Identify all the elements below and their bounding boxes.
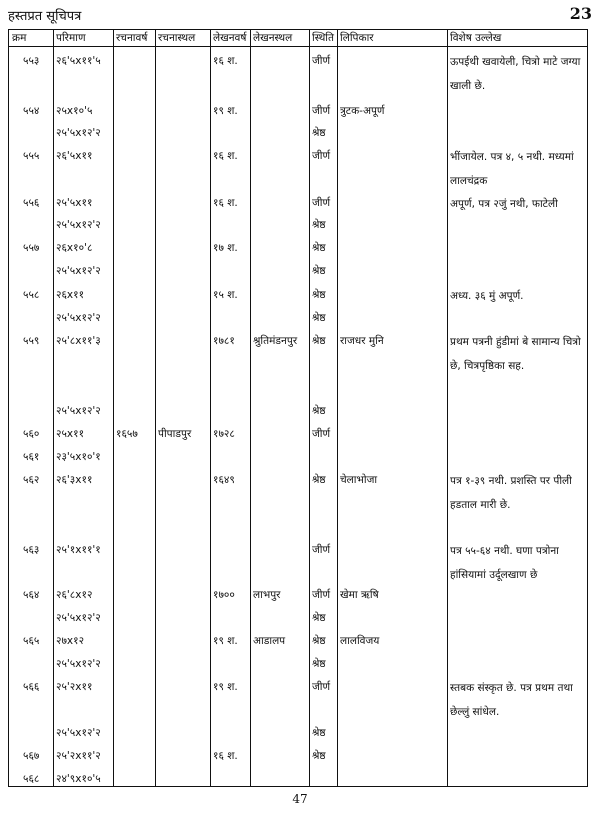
table-cell-lekhanvarsh: १९ श. (213, 681, 238, 693)
header-col-lipikar: लिपिकार (340, 32, 374, 44)
table-cell-lipikar: त्रुटक-अपूर्ण (340, 105, 385, 117)
table-cell-sthiti: श्रेष्ठ (312, 242, 326, 254)
table-cell-pariman: २५'५x१२'२ (56, 127, 101, 139)
table-cell-lekhanvarsh: १९ श. (213, 105, 238, 117)
table-cell-sthiti: जीर्ण (312, 105, 331, 117)
table-cell-pariman: २३'५x१०'१ (56, 451, 101, 463)
column-divider (210, 30, 211, 786)
table-cell-krama: ५५९ (23, 335, 40, 347)
table-cell-sthiti: श्रेष्ठ (312, 474, 326, 486)
column-divider (113, 30, 114, 786)
table-cell-pariman: २५'२x११'२ (56, 750, 101, 762)
table-cell-sthiti: जीर्ण (312, 55, 331, 67)
table-cell-sthiti: जीर्ण (312, 197, 331, 209)
header-divider (9, 46, 587, 47)
header-col-lekhanvarsh: लेखनवर्ष (213, 32, 247, 44)
table-cell-sthiti: श्रेष्ठ (312, 265, 326, 277)
table-cell-krama: ५५५ (23, 150, 40, 162)
page-number-bottom: 47 (292, 792, 308, 806)
table-cell-sthiti: जीर्ण (312, 544, 331, 556)
page-number-top: 23 (569, 4, 592, 23)
catalog-table (8, 29, 588, 787)
table-cell-pariman: २५'५x१२'२ (56, 405, 101, 417)
table-cell-pariman: २५'१x११'१ (56, 544, 101, 556)
table-cell-sthiti: श्रेष्ठ (312, 127, 326, 139)
table-cell-sthiti: श्रेष्ठ (312, 750, 326, 762)
table-cell-pariman: २७x१२ (56, 635, 85, 647)
table-cell-lipikar: खेमा ऋषि (340, 589, 379, 601)
column-divider (53, 30, 54, 786)
running-title: हस्तप्रत सूचिपत्र (8, 9, 82, 24)
header-col-lekhansthal: लेखनस्थल (253, 32, 293, 44)
table-cell-remark: स्तबक संस्कृत छे. पत्र प्रथम तथा छेल्लुं सांधेल. (450, 682, 573, 718)
table-cell-rachanasthal: पीपाडपुर (158, 428, 192, 440)
page-header (8, 4, 592, 26)
column-divider (337, 30, 338, 786)
table-cell-pariman: २५'५x१२'२ (56, 727, 101, 739)
table-cell-krama: ५६१ (23, 451, 40, 463)
table-cell-pariman: २५'५x१२'२ (56, 312, 101, 324)
table-cell-lipikar: चेलाभोजा (340, 474, 378, 486)
table-cell-krama: ५६८ (23, 773, 40, 785)
table-cell-sthiti: श्रेष्ठ (312, 658, 326, 670)
header-col-sthiti: स्थिति (312, 32, 335, 44)
header-col-remark: विशेष उल्लेख (450, 32, 502, 44)
table-cell-sthiti: जीर्ण (312, 428, 331, 440)
table-cell-pariman: २५'५x१२'२ (56, 219, 101, 231)
table-cell-pariman: २६x१०'८ (56, 242, 93, 254)
header-col-krama: क्रम (12, 32, 27, 44)
table-cell-lipikar: राजधर मुनि (340, 335, 384, 347)
table-cell-lekhanvarsh: १७०० (213, 589, 235, 601)
table-cell-sthiti: जीर्ण (312, 589, 331, 601)
table-cell-remark: ऊपईथी खवायेली, चित्रो माटे जग्या खाली छे. (450, 56, 581, 92)
table-cell-pariman: २५'५x१२'२ (56, 265, 101, 277)
table-cell-sthiti: श्रेष्ठ (312, 727, 326, 739)
column-divider (250, 30, 251, 786)
table-cell-pariman: २५'२x११ (56, 681, 93, 693)
column-divider (155, 30, 156, 786)
table-cell-krama: ५६२ (23, 474, 40, 486)
table-cell-lekhanvarsh: १५ श. (213, 289, 238, 301)
table-cell-pariman: २६'५x११'५ (56, 55, 101, 67)
column-divider (309, 30, 310, 786)
table-cell-krama: ५६७ (23, 750, 40, 762)
table-cell-sthiti: श्रेष्ठ (312, 612, 326, 624)
table-cell-krama: ५६४ (23, 589, 40, 601)
table-cell-krama: ५५६ (23, 197, 40, 209)
table-cell-remark: पत्र ५५-६४ नथी. घणा पत्रोना हांसियामां उर्दूलखाण छे (450, 545, 559, 581)
table-cell-sthiti: श्रेष्ठ (312, 312, 326, 324)
table-cell-lekhanvarsh: १६ श. (213, 197, 238, 209)
table-cell-lekhanvarsh: १९ श. (213, 635, 238, 647)
table-cell-krama: ५५३ (23, 55, 40, 67)
header-col-pariman: परिमाण (56, 32, 86, 44)
table-cell-remark: पत्र १-३९ नथी. प्रशस्ति पर पीली हडताल मारी छे. (450, 475, 572, 511)
table-cell-krama: ५५८ (23, 289, 40, 301)
table-cell-krama: ५६६ (23, 681, 40, 693)
table-cell-remark: अपूर्ण, पत्र २जुं नथी, फाटेली (450, 198, 558, 210)
table-cell-pariman: २५x१०'५ (56, 105, 93, 117)
table-cell-pariman: २४'९x१०'५ (56, 773, 101, 785)
table-cell-sthiti: श्रेष्ठ (312, 405, 326, 417)
table-cell-sthiti: श्रेष्ठ (312, 289, 326, 301)
table-cell-lekhanvarsh: १७२८ (213, 428, 235, 440)
table-cell-lekhanvarsh: १६ श. (213, 750, 238, 762)
table-cell-lekhanvarsh: १६४९ (213, 474, 235, 486)
table-cell-sthiti: जीर्ण (312, 150, 331, 162)
table-cell-lipikar: लालविजय (340, 635, 380, 647)
table-cell-pariman: २६x११ (56, 289, 85, 301)
table-cell-pariman: २६'३x११ (56, 474, 93, 486)
table-cell-lekhansthal: आडालप (253, 635, 286, 647)
table-cell-krama: ५६० (23, 428, 40, 440)
header-col-rachanavarsh: रचनावर्ष (116, 32, 148, 44)
table-cell-krama: ५५४ (23, 105, 40, 117)
table-cell-sthiti: जीर्ण (312, 681, 331, 693)
table-cell-krama: ५६५ (23, 635, 40, 647)
table-cell-pariman: २६'८x१२ (56, 589, 93, 601)
table-cell-remark: प्रथम पत्रनी हुंडीमां बे सामान्य चित्रो छे, चित्रपृष्ठिका सह. (450, 336, 581, 372)
table-cell-sthiti: श्रेष्ठ (312, 219, 326, 231)
table-cell-pariman: २५'८x११'३ (56, 335, 101, 347)
table-cell-sthiti: श्रेष्ठ (312, 635, 326, 647)
table-cell-lekhanvarsh: १७ श. (213, 242, 238, 254)
table-cell-pariman: २५'५x१२'२ (56, 658, 101, 670)
table-cell-lekhansthal: श्रुतिमंडनपुर (253, 335, 298, 347)
table-cell-krama: ५६३ (23, 544, 40, 556)
table-cell-lekhanvarsh: १६ श. (213, 55, 238, 67)
table-cell-pariman: २५'५x१२'२ (56, 612, 101, 624)
table-cell-lekhanvarsh: १६ श. (213, 150, 238, 162)
table-cell-remark: अध्य. ३६ मुं अपूर्ण. (450, 290, 524, 302)
table-cell-pariman: २५'५x११ (56, 197, 93, 209)
header-col-rachanasthal: रचनास्थल (158, 32, 196, 44)
column-divider (447, 30, 448, 786)
table-cell-lekhanvarsh: १७८१ (213, 335, 235, 347)
table-cell-krama: ५५७ (23, 242, 40, 254)
table-cell-pariman: २५x११ (56, 428, 85, 440)
table-cell-remark: भींजायेल. पत्र ४, ५ नथी. मध्यमां लालचंद्रक (450, 151, 574, 187)
table-cell-pariman: २६'५x११ (56, 150, 93, 162)
table-cell-lekhansthal: लाभपुर (253, 589, 281, 601)
table-cell-rachanavarsh: १६५७ (116, 428, 138, 440)
table-cell-sthiti: श्रेष्ठ (312, 335, 326, 347)
